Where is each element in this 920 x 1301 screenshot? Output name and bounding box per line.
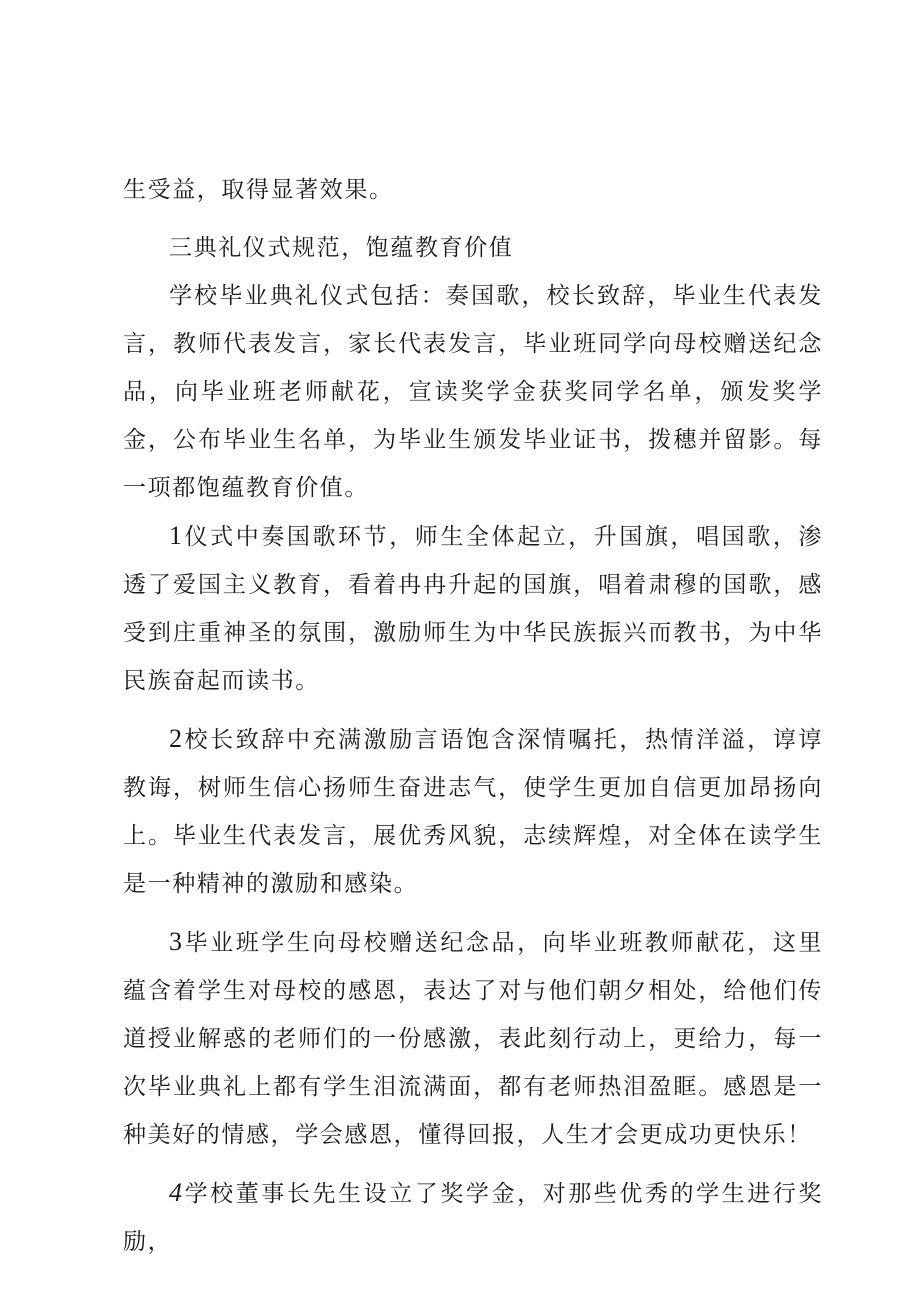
item-text: 校长致辞中充满激励言语饱含深情嘱托，热情洋溢，谆谆教诲，树师生信心扬师生奋进志气，使学生更加自信更加昂扬向上。毕业生代表发言，展优秀风貌，志续辉煌，对全体在读学生是一种精神的激励和感染。 [123, 727, 823, 897]
item-number: 1 [169, 521, 184, 550]
item-number: 2 [169, 724, 184, 753]
item-paragraph-3 [123, 918, 823, 1159]
intro-paragraph: 学校毕业典礼仪式包括：奏国歌，校长致辞，毕业生代表发言，教师代表发言，家长代表发言，毕业班同学向母校赠送纪念品，向毕业班老师献花，宣读奖学金获奖同学名单，颁发奖学金，公布毕业生名单，为毕业生颁发毕业证书，拨穗并留影。每一项都饱蕴教育价值。 [123, 283, 823, 501]
item-number: 3 [169, 927, 184, 956]
item-paragraph-4 [123, 1169, 823, 1266]
item-number: 4 [169, 1178, 184, 1207]
document-body [123, 166, 823, 1266]
item-paragraph-2 [123, 715, 823, 908]
item-text: 学校董事长先生设立了奖学金，对那些优秀的学生进行奖励， [123, 1181, 823, 1255]
continuation-line: 生受益，取得显著效果。 [123, 177, 394, 203]
item-text: 毕业班学生向母校赠送纪念品，向毕业班教师献花，这里蕴含着学生对母校的感恩，表达了对与他们朝夕相处，给他们传道授业解惑的老师们的一份感激，表此刻行动上，更给力，每一次毕业典礼上都有学生泪流满面，都有老师热泪盈眶。感恩是一种美好的情感，学会感恩，懂得回报，人生才会更成功更快乐！ [123, 930, 823, 1148]
section-heading: 三典礼仪式规范，饱蕴教育价值 [169, 235, 514, 261]
item-text: 仪式中奏国歌环节，师生全体起立，升国旗，唱国歌，渗透了爱国主义教育，看着冉冉升起的国旗，唱着肃穆的国歌，感受到庄重神圣的氛围，激励师生为中华民族振兴而教书，为中华民族奋起而读书。 [123, 524, 823, 694]
item-paragraph-1 [123, 512, 823, 705]
